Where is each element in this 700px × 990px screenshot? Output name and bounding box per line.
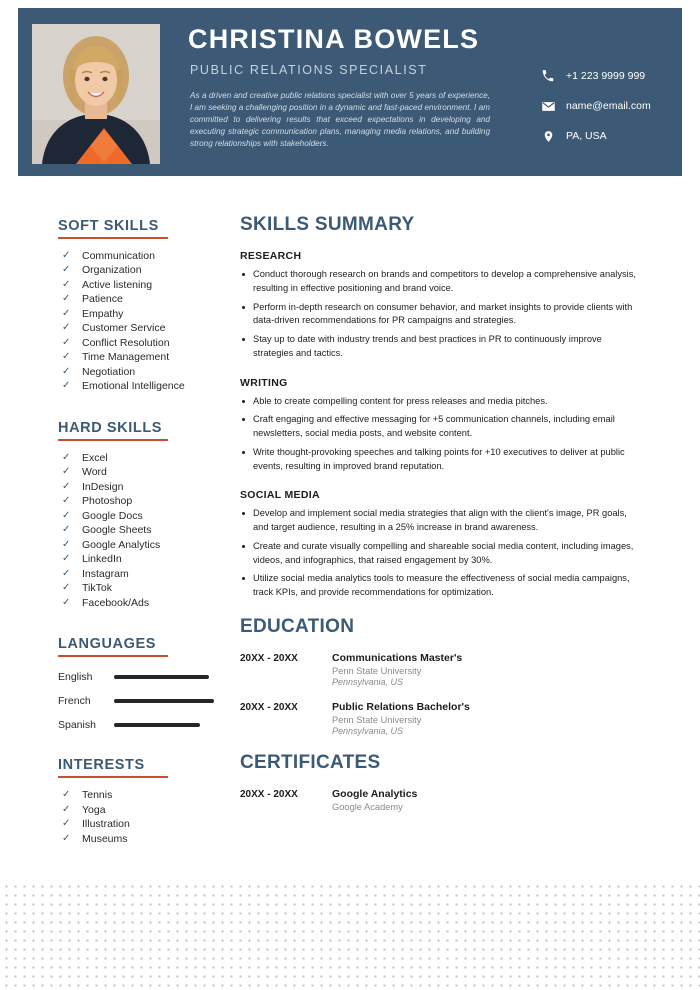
education-degree: Public Relations Bachelor's — [332, 700, 470, 713]
check-icon: ✓ — [62, 351, 71, 363]
phone-icon — [538, 68, 558, 84]
group-bullets — [240, 395, 644, 474]
candidate-role: PUBLIC RELATIONS SPECIALIST — [190, 63, 428, 77]
language-row — [58, 719, 248, 731]
list-item-label: Excel — [82, 451, 108, 464]
bullet-item: Conduct thorough research on brands and competitors to develop a comprehensive analysis, resulting in effective positioning and brand voice. — [240, 268, 644, 296]
check-icon: ✓ — [62, 582, 71, 594]
list-item-label: Organization — [82, 264, 142, 277]
contact-location — [538, 128, 688, 144]
check-icon: ✓ — [62, 832, 71, 844]
list-item-label: Communication — [82, 250, 155, 262]
soft-skills-section — [58, 218, 248, 394]
list-item — [58, 350, 248, 364]
bullet-item: Create and curate visually compelling and shareable social media content, including images, videos, and infographics, that raised engagement by 30%. — [240, 540, 644, 568]
list-item-label: Yoga — [82, 803, 106, 816]
check-icon: ✓ — [62, 322, 71, 334]
skills-summary-title: SKILLS SUMMARY — [240, 214, 415, 235]
check-icon: ✓ — [62, 264, 71, 276]
group-bullets — [240, 268, 644, 361]
list-item — [58, 465, 248, 479]
list-item-label: Tennis — [82, 789, 113, 802]
certificate-body — [332, 788, 644, 813]
check-icon: ✓ — [62, 365, 71, 377]
contact-email — [538, 98, 688, 114]
bullet-item: Stay up to date with industry trends and best practices in PR to continuously improve strategies and tactics. — [240, 333, 644, 361]
interests-title: INTERESTS — [58, 757, 145, 774]
bullet-item: Develop and implement social media strategies that align with the client's image, PR goals, and target audience, resulting in a 25% increase in brand awareness. — [240, 507, 644, 535]
list-item-label: Google Sheets — [82, 524, 152, 537]
list-item — [58, 321, 248, 335]
interests-list — [58, 788, 248, 846]
list-item — [58, 249, 248, 263]
skills-group-social-media — [240, 489, 644, 600]
check-icon: ✓ — [62, 307, 71, 319]
language-level-bar — [114, 675, 209, 679]
education-body — [332, 701, 644, 736]
check-icon: ✓ — [62, 524, 71, 536]
list-item-label: Conflict Resolution — [82, 336, 170, 349]
education-entry — [240, 652, 644, 687]
education-date: 20XX - 20XX — [240, 652, 298, 664]
soft-skills-title: SOFT SKILLS — [58, 218, 159, 234]
hard-skills-section — [58, 420, 248, 610]
list-item — [58, 552, 248, 566]
certificate-name: Google Analytics — [332, 787, 418, 800]
list-item — [58, 788, 248, 802]
education-entry — [240, 701, 644, 736]
check-icon: ✓ — [62, 380, 71, 392]
list-item — [58, 817, 248, 831]
list-item-label: TikTok — [82, 582, 112, 595]
list-item — [58, 307, 248, 321]
hard-skills-title: HARD SKILLS — [58, 419, 163, 436]
profile-summary: As a driven and creative public relations specialist with over 5 years of experience, I am seeking a challenging position in a dynamic and fast-paced environment. I am committed to delivering results that exceed expectations in developing and executing strategic communication plans, managing media relations, and building strong relationships with stakeholders. — [190, 91, 490, 148]
contact-phone — [538, 68, 688, 84]
contact-block — [538, 68, 688, 158]
language-level-bar — [114, 723, 200, 727]
section-divider — [58, 237, 168, 239]
profile-photo — [32, 24, 160, 164]
hard-skills-list — [58, 451, 248, 610]
check-icon: ✓ — [62, 278, 71, 290]
bullet-item: Perform in-depth research on consumer behavior, and market insights to provide clients with data-driven recommendations for PR campaigns and strategies. — [240, 301, 644, 329]
list-item — [58, 596, 248, 610]
check-icon: ✓ — [62, 466, 71, 478]
education-school: Penn State University — [332, 665, 422, 676]
check-icon: ✓ — [62, 789, 71, 801]
certificate-issuer: Google Academy — [332, 801, 403, 812]
decorative-dot-pattern — [0, 880, 700, 990]
location-pin-icon — [538, 128, 558, 144]
list-item-label: Illustration — [82, 818, 130, 831]
check-icon: ✓ — [62, 250, 71, 261]
list-item-label: Negotiation — [82, 365, 136, 378]
interests-section — [58, 757, 248, 846]
list-item-label: Time Management — [82, 351, 170, 364]
certificates-title: CERTIFICATES — [240, 751, 381, 773]
check-icon: ✓ — [62, 293, 71, 305]
bullet-item: Able to create compelling content for press releases and media pitches. — [240, 395, 644, 409]
contact-email-value: name@email.com — [566, 100, 651, 112]
list-item-label: InDesign — [82, 480, 124, 493]
list-item — [58, 538, 248, 552]
contact-location-value: PA, USA — [566, 130, 607, 142]
bullet-item: Craft engaging and effective messaging for +5 communication channels, including email newsletters, social media posts, and website content. — [240, 413, 644, 441]
skills-group-writing — [240, 377, 644, 474]
education-section — [240, 616, 644, 736]
section-divider — [58, 439, 168, 441]
certificates-section — [240, 752, 644, 813]
check-icon: ✓ — [62, 567, 71, 579]
list-item-label: Google Docs — [82, 509, 143, 522]
section-divider — [58, 776, 168, 778]
certificate-entry — [240, 788, 644, 813]
check-icon: ✓ — [62, 451, 71, 463]
resume-sheet — [18, 8, 682, 880]
group-heading: SOCIAL MEDIA — [240, 489, 320, 502]
list-item — [58, 451, 248, 465]
list-item — [58, 365, 248, 379]
group-bullets — [240, 507, 644, 600]
languages-title: LANGUAGES — [58, 636, 157, 653]
list-item — [58, 567, 248, 581]
list-item — [58, 803, 248, 817]
list-item — [58, 292, 248, 306]
education-school: Penn State University — [332, 714, 422, 725]
list-item — [58, 480, 248, 494]
education-location: Pennsylvania, US — [332, 725, 404, 736]
check-icon: ✓ — [62, 803, 71, 815]
list-item-label: Empathy — [82, 307, 124, 320]
list-item-label: LinkedIn — [82, 553, 122, 566]
list-item-label: Google Analytics — [82, 538, 161, 551]
left-column — [58, 218, 248, 872]
list-item-label: Word — [82, 466, 107, 479]
section-divider — [58, 655, 168, 657]
group-heading: WRITING — [240, 376, 288, 389]
list-item-label: Museums — [82, 832, 128, 845]
check-icon: ✓ — [62, 538, 71, 550]
list-item — [58, 494, 248, 508]
bullet-item: Utilize social media analytics tools to measure the effectiveness of social media campaigns, track KPIs, and provide recommendations for optimization. — [240, 572, 644, 600]
education-degree: Communications Master's — [332, 651, 463, 664]
skills-group-research — [240, 250, 644, 361]
education-title: EDUCATION — [240, 615, 355, 637]
skills-summary-section — [240, 214, 644, 600]
education-date: 20XX - 20XX — [240, 701, 298, 713]
list-item — [58, 336, 248, 350]
candidate-name: CHRISTINA BOWELS — [188, 24, 480, 54]
list-item-label: Facebook/Ads — [82, 596, 150, 609]
check-icon: ✓ — [62, 553, 71, 565]
language-label: French — [58, 695, 91, 708]
list-item-label: Emotional Intelligence — [82, 380, 185, 393]
check-icon: ✓ — [62, 336, 71, 348]
list-item-label: Instagram — [82, 567, 129, 580]
language-label: Spanish — [58, 719, 96, 732]
list-item — [58, 523, 248, 537]
list-item — [58, 832, 248, 846]
list-item-label: Patience — [82, 293, 123, 306]
list-item — [58, 263, 248, 277]
list-item — [58, 509, 248, 523]
email-icon — [538, 98, 558, 114]
list-item — [58, 581, 248, 595]
check-icon: ✓ — [62, 495, 71, 507]
group-heading: RESEARCH — [240, 250, 302, 262]
language-label: English — [58, 671, 93, 684]
list-item-label: Active listening — [82, 278, 153, 291]
bullet-item: Write thought-provoking speeches and talking points for +10 executives to deliver at public events, resulting in improved brand reputation. — [240, 446, 644, 474]
soft-skills-list — [58, 249, 248, 394]
list-item — [58, 278, 248, 292]
list-item-label: Photoshop — [82, 495, 133, 508]
language-row — [58, 671, 248, 683]
check-icon: ✓ — [62, 818, 71, 830]
contact-phone-value: +1 223 9999 999 — [566, 70, 646, 82]
check-icon: ✓ — [62, 509, 71, 521]
list-item — [58, 379, 248, 393]
right-column — [240, 214, 644, 827]
education-body — [332, 652, 644, 687]
list-item-label: Customer Service — [82, 322, 166, 335]
languages-section — [58, 636, 248, 731]
check-icon: ✓ — [62, 596, 71, 608]
education-location: Pennsylvania, US — [332, 676, 404, 687]
language-row — [58, 695, 248, 707]
check-icon: ✓ — [62, 480, 71, 492]
resume-header — [18, 8, 682, 176]
certificate-date: 20XX - 20XX — [240, 788, 298, 800]
language-level-bar — [114, 699, 214, 703]
